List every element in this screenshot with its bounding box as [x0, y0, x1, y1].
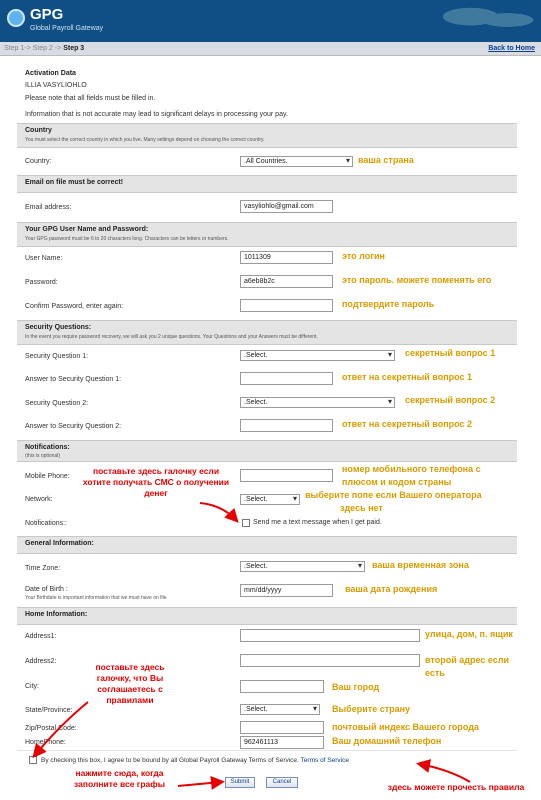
- network-select[interactable]: .Select. ▾: [240, 494, 300, 505]
- annotation-ans1: ответ на секретный вопрос 1: [342, 372, 473, 382]
- address2-field[interactable]: [240, 654, 420, 667]
- username-label: User Name:: [25, 255, 63, 262]
- address2-label: Address2:: [25, 658, 57, 665]
- security-question-1-select[interactable]: .Select. ▾: [240, 350, 395, 361]
- annotation-dob: ваша дата рождения: [345, 584, 438, 594]
- country-label: Country:: [25, 158, 52, 165]
- zip-field[interactable]: [240, 721, 324, 734]
- step-3-current: Step 3: [63, 45, 85, 52]
- annotation-zip: почтовый индекс Вашего города: [332, 722, 479, 732]
- dob-label: Date of Birth :: [25, 586, 68, 593]
- annotation-terms-red: поставьте здесь галочку, что Вы соглашаетесь с правилами: [95, 662, 165, 705]
- section-username-password: Your GPG User Name and Password: Your GPG password must be 6 to 20 characters long. Characters can be letters or numbers.: [17, 222, 517, 247]
- text-message-checkbox-label: Send me a text message when I get paid.: [253, 519, 382, 526]
- annotation-timezone: ваша временная зона: [372, 560, 469, 570]
- section-home-information: Home Information:: [17, 607, 517, 625]
- text-message-checkbox[interactable]: [242, 519, 250, 527]
- world-map-image: [443, 3, 535, 37]
- logo-title: GPG: [30, 6, 64, 23]
- zip-label: Zip/Postal Code:: [25, 725, 77, 732]
- city-label: City:: [25, 683, 39, 690]
- time-zone-label: Time Zone:: [25, 565, 61, 572]
- back-to-home-link[interactable]: Back to Home: [488, 45, 535, 52]
- annotation-login: это логин: [342, 251, 385, 261]
- answer-1-field[interactable]: [240, 372, 333, 385]
- state-label: State/Province:: [25, 707, 73, 714]
- annotation-state: Выберите страну: [332, 704, 411, 714]
- annotation-password: это пароль. можете поменять его: [342, 275, 492, 285]
- annotation-mobile-2: плюсом и кодом страны: [342, 477, 452, 487]
- answer-1-label: Answer to Security Question 1:: [25, 376, 122, 383]
- annotation-network-2: здесь нет: [340, 503, 383, 513]
- network-label: Network:: [25, 496, 53, 503]
- email-label: Email address:: [25, 204, 72, 211]
- dob-field[interactable]: mm/dd/yyyy: [240, 584, 333, 597]
- home-phone-label: HomePhone:: [25, 739, 66, 746]
- dob-note: Your Birthdate is important information that we must have on file: [25, 595, 167, 601]
- time-zone-select[interactable]: .Select. ▾: [240, 561, 365, 572]
- notifications-label: Notifications::: [25, 520, 68, 527]
- email-field[interactable]: vasyliohlo@gmail.com: [240, 200, 333, 213]
- annotation-sq1: секретный вопрос 1: [405, 348, 496, 358]
- annotation-network-1: выберите попе если Вашего оператора: [305, 490, 482, 500]
- annotation-ans2: ответ на секретный вопрос 2: [342, 419, 473, 429]
- header-bar: [0, 0, 541, 42]
- section-security-questions: Security Questions: In the event you require password recovery, we will ask you 2 unique questions. Your Questions and your Answers must be different.: [17, 320, 517, 345]
- annotation-submit-red: нажмите сюда, когда заполните все графы: [74, 768, 165, 789]
- cancel-button[interactable]: Cancel: [266, 777, 298, 788]
- section-notifications: Notifications: (this is optional): [17, 440, 517, 462]
- state-select[interactable]: .Select. ▾: [240, 704, 320, 715]
- activation-heading: Activation Data: [25, 70, 76, 77]
- annotation-address2-b: есть: [425, 668, 445, 678]
- annotation-mobile-1: номер мобильного телефона с: [342, 464, 481, 474]
- logo-subtitle: Global Payroll Gateway: [30, 25, 104, 32]
- mobile-phone-field[interactable]: [240, 469, 333, 482]
- user-full-name: ILLIA VASYLIOHLO: [25, 82, 87, 89]
- country-select[interactable]: .All Countries. ▾: [240, 156, 353, 167]
- annotation-city: Ваш город: [332, 682, 380, 692]
- annotation-notif-red: поставьте здесь галочку если хотите получать СМС о получении денег: [82, 466, 230, 498]
- section-email: Email on file must be correct!: [17, 175, 517, 193]
- annotation-address2-a: второй адрес если: [425, 655, 509, 665]
- password-label: Password:: [25, 279, 58, 286]
- annotation-sq2: секретный вопрос 2: [405, 395, 496, 405]
- terms-divider: [17, 750, 517, 751]
- terms-of-service-link[interactable]: Terms of Service: [300, 757, 349, 764]
- step-1: Step 1->: [4, 45, 31, 52]
- address1-label: Address1:: [25, 633, 57, 640]
- annotation-phone: Ваш домашний телефон: [332, 736, 442, 746]
- steps-breadcrumb: [0, 42, 541, 56]
- annotation-address1: улица, дом, п. ящик: [425, 629, 513, 639]
- annotation-tos-red: здесь можете прочесть правила: [387, 782, 525, 792]
- terms-checkbox[interactable]: [29, 756, 37, 764]
- home-phone-field[interactable]: 962461113: [240, 736, 324, 749]
- annotation-confirm: подтвердите пароль: [342, 299, 435, 309]
- note-accuracy: Information that is not accurate may lead to significant delays in processing your pay.: [25, 111, 288, 118]
- terms-text: By checking this box, I agree to be bound by all Global Payroll Gateway Terms of Service. Terms of Service: [41, 757, 349, 764]
- mobile-phone-label: Mobile Phone:: [25, 473, 70, 480]
- section-country: Country You must select the correct country in which you live. Many settings depend on choosing the correct country.: [17, 123, 517, 148]
- step-2: Step 2 ->: [32, 45, 62, 52]
- password-field[interactable]: a6eb8b2c: [240, 275, 333, 288]
- answer-2-field[interactable]: [240, 419, 333, 432]
- arrow-to-tos-link: [420, 764, 470, 782]
- security-question-2-label: Security Question 2:: [25, 400, 89, 407]
- submit-button[interactable]: Submit: [225, 777, 255, 788]
- arrow-to-notif-checkbox: [200, 503, 236, 520]
- security-question-1-label: Security Question 1:: [25, 353, 89, 360]
- annotation-country: ваша страна: [358, 155, 414, 165]
- security-question-2-select[interactable]: .Select. ▾: [240, 397, 395, 408]
- arrow-to-submit: [178, 782, 221, 786]
- username-field[interactable]: 1011309: [240, 251, 333, 264]
- confirm-password-field[interactable]: [240, 299, 333, 312]
- confirm-password-label: Confirm Password, enter again:: [25, 303, 124, 310]
- note-fields-required: Please note that all fields must be filled in.: [25, 95, 156, 102]
- city-field[interactable]: [240, 680, 324, 693]
- globe-logo-icon: [7, 9, 25, 27]
- section-general-information: General Information:: [17, 536, 517, 554]
- address1-field[interactable]: [240, 629, 420, 642]
- answer-2-label: Answer to Security Question 2:: [25, 423, 122, 430]
